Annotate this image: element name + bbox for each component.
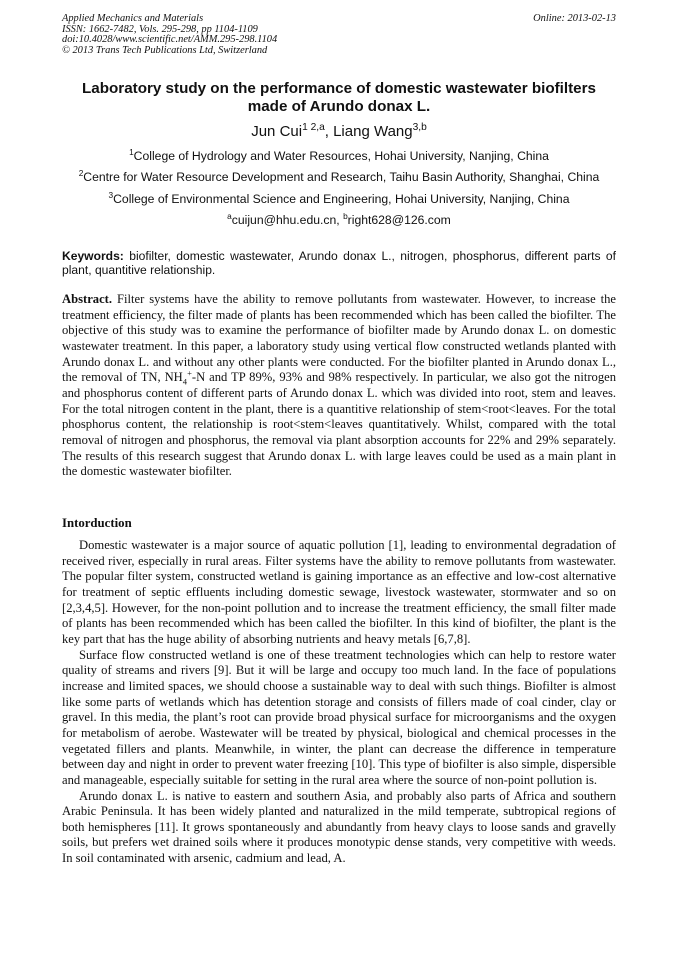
abstract-subscript: 4 — [182, 376, 188, 387]
author-2: Liang Wang — [333, 123, 413, 140]
paragraph-2: Surface flow constructed wetland is one of these treatment technologies which can help to restore water quality of streams and rivers [9]. But it will be large and occupy too much land. In the face of populations increase and limited spaces, we should choose a sustainable way to deal with such things. Biofilter is almost like some parts of wetlands which has detention storage and consists of fillers made of coal cinder, clay or gravel. In this media, the plant’s root can provide broad physical surface for microorganisms and the oxygen for metabolism of aerobe. Wastewater will be treated by physical, biological and chemical processes in the vegetated fillers and plants. Meanwhile, in winter, the plant can decrease the difference in temperature between day and night in order to prevent water freezing [10]. This type of biofilter is also simple, dispersible and manageable, especially suitable for setting in the rural area where the source of non-point pollution is. — [62, 647, 616, 787]
email-b-mark: b — [343, 210, 348, 221]
abstract-text-2: -N and TP 89%, 93% and 98% respectively. In particular, we also got the nitrogen and phosphorus content of different parts of Arundo donax L. which was divided into root, stem and leaves. For the total nitrogen content in the plant, there is a quantitive relationship of stem<root<leaves. For the total phosphorus content, the relationship is root<stem<leaves quantitatively. Whilst, compared with the total removal of nitrogen and phosphorus, the removal via plant absorption accounts for 22% and 29% separately. The results of this research suggest that Arundo donax L. with large leaves could be used as a main plant in the domestic wastewater biofilter. — [62, 370, 616, 479]
author-1-affil: 1 2,a — [302, 122, 325, 133]
keywords — [62, 249, 616, 277]
abstract-superscript: + — [187, 368, 192, 379]
abstract — [62, 292, 616, 480]
affiliation-2-mark: 2 — [78, 167, 84, 178]
affiliation-3-mark: 3 — [108, 189, 114, 200]
email-a[interactable]: cuijun@hhu.edu.cn, — [231, 213, 344, 227]
affiliation-1 — [40, 146, 638, 163]
email-a-mark: a — [227, 210, 232, 221]
online-date: Online: 2013-02-13 — [533, 13, 616, 24]
keywords-label: Keywords: — [62, 249, 124, 263]
section-heading: Intorduction — [62, 516, 132, 530]
affiliation-2 — [40, 167, 638, 184]
abstract-text-1: Filter systems have the ability to remove pollutants from wastewater. However, to increase the treatment efficiency, the filter made of plants has been recommended which has been called the biofilter. The objective of this study was to examine the performance of biofilter made by Arundo donax L. on domestic wastewater treatment. In this paper, a laboratory study using vertical flow constructed wetlands planted with Arundo donax L. and without any other plants were conducted. For the biofilter planted in Arundo donax L., the removal of TN, NH — [62, 292, 616, 385]
title-line-1: Laboratory study on the performance of domestic wastewater biofilters — [82, 80, 596, 97]
keywords-text: biofilter, domestic wastewater, Arundo donax L., nitrogen, phosphorus, different parts of plant, quantitive relationship. — [62, 249, 616, 277]
abstract-label: Abstract. — [62, 292, 113, 306]
author-separator: , — [324, 123, 334, 140]
doi-line: doi:10.4028/www.scientific.net/AMM.295-298.1104 — [62, 34, 278, 46]
author-1: Jun Cui — [251, 123, 303, 140]
email-line — [40, 210, 638, 227]
affiliation-3 — [40, 189, 638, 206]
issn-line: ISSN: 1662-7482, Vols. 295-298, pp 1104-1109 — [62, 23, 258, 35]
affiliation-1-text: College of Hydrology and Water Resources, Hohai University, Nanjing, China — [133, 149, 549, 163]
copyright-line: © 2013 Trans Tech Publications Ltd, Switzerland — [62, 44, 268, 56]
paper-title — [40, 80, 638, 116]
email-b[interactable]: right628@126.com — [347, 213, 451, 227]
journal-name: Applied Mechanics and Materials — [62, 13, 204, 24]
journal-header — [62, 14, 616, 56]
affiliation-2-text: Centre for Water Resource Development and Research, Taihu Basin Authority, Shanghai, China — [83, 170, 600, 184]
affiliation-1-mark: 1 — [129, 146, 134, 157]
affiliation-3-text: College of Environmental Science and Engineering, Hohai University, Nanjing, China — [113, 192, 570, 206]
author-2-affil: 3,b — [412, 122, 427, 133]
paragraph-1: Domestic wastewater is a major source of aquatic pollution [1], leading to environmental degradation of received river, especially in rural areas. Filter systems have the ability to remove pollutants from wastewater. The popular filter system, constructed wetland is gaining importance as an effective and low-cost alternative for treatment of septic effluents including domestic sewage, livestock wastewater, stormwater and so on [2,3,4,5]. However, for the non-point pollution and to increase the treatment efficiency, the small filter made of plants has been recommended which has been called the biofilter. In this kind of biofilter, the plant is the key part that has the huge ability of absorbing nutrients and heavy metals [6,7,8]. — [62, 538, 616, 646]
author-line — [40, 123, 638, 141]
title-line-2: made of Arundo donax L. — [247, 98, 431, 115]
body-text — [62, 538, 616, 867]
paragraph-3: Arundo donax L. is native to eastern and southern Asia, and probably also parts of Africa and southern Arabic Peninsula. It has been widely planted and naturalized in the mild temperate, subtropical regions of both hemispheres [11]. It grows spontaneously and abundantly from heavy clays to loose sands and gravelly soils, but prefers wet drained soils where it produces monotypic dense stands, very competitive with weeds. In soil contaminated with arsenic, cadmium and lead, A. — [62, 788, 616, 866]
